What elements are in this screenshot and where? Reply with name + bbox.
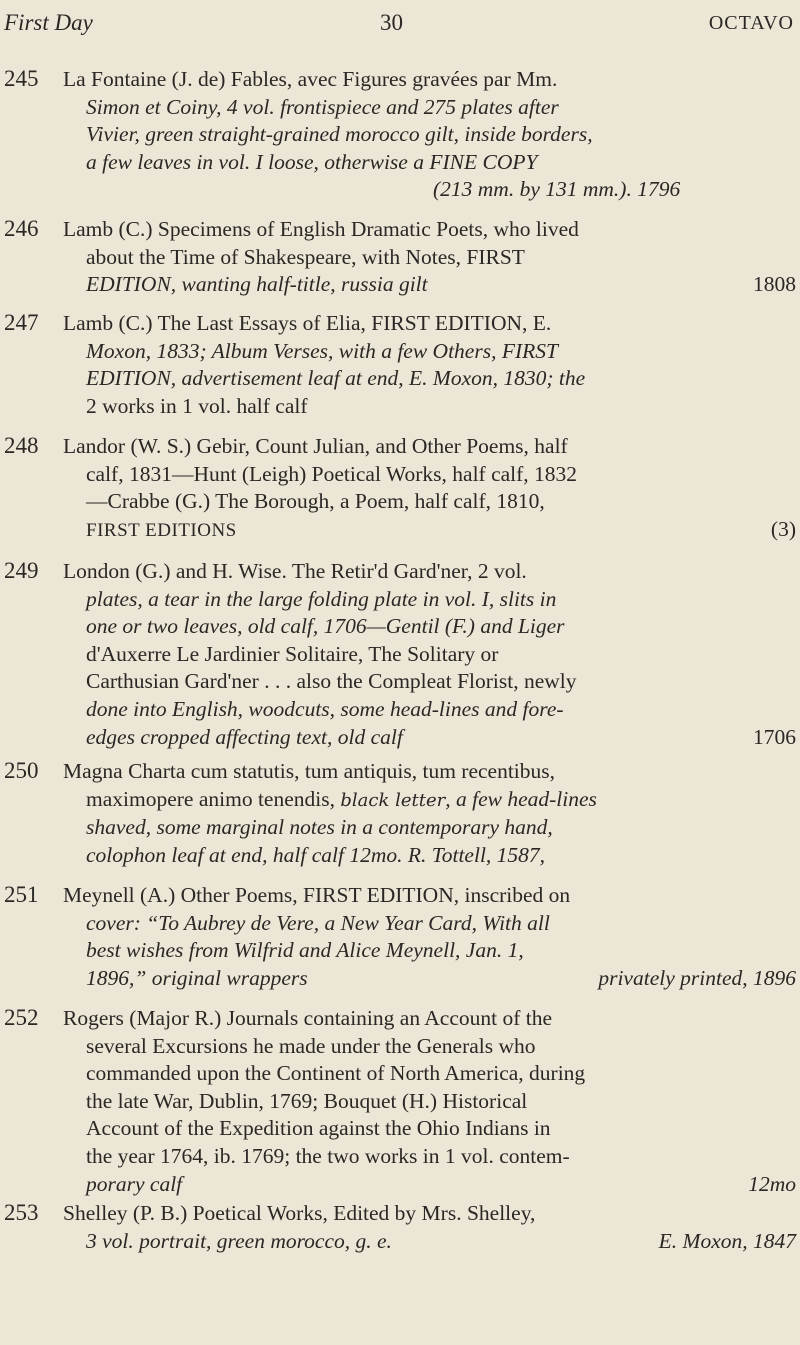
description-line: Meynell (A.) Other Poems, FIRST EDITION, inscribed on — [63, 883, 571, 907]
description-line: EDITION, advertisement leaf at end, E. Moxon, 1830; the — [86, 366, 586, 391]
lot-number: 253 — [4, 1200, 39, 1225]
lot-number: 252 — [4, 1005, 39, 1030]
description-line: 1706 — [753, 724, 796, 749]
page-header — [4, 10, 794, 46]
description-line: 3 vol. portrait, green morocco, g. e. — [86, 1228, 392, 1253]
running-head: First Day — [4, 10, 93, 35]
description-line: maximopere animo tenendis, — [86, 786, 335, 811]
description-line: best wishes from Wilfrid and Alice Meynell, Jan. 1, — [86, 938, 524, 963]
description-line: —Crabbe (G.) The Borough, a Poem, half calf, 1810, — [86, 489, 545, 514]
black-letter-text: black letter — [340, 789, 446, 811]
description-line: done into English, woodcuts, some head-lines and fore- — [86, 696, 564, 721]
description-line: Lamb (C.) The Last Essays of Elia, FIRST EDITION, E. — [63, 311, 552, 335]
description-line: about the Time of Shakespeare, with Notes, FIRST — [86, 244, 525, 269]
description-line: several Excursions he made under the Generals who — [86, 1033, 536, 1058]
description-line: Rogers (Major R.) Journals containing an Account of the — [63, 1006, 553, 1030]
description-line: Lamb (C.) Specimens of English Dramatic Poets, who lived — [63, 217, 579, 241]
description-line: the year 1764, ib. 1769; the two works in 1 vol. contem- — [86, 1143, 570, 1168]
description-line: privately printed, 1896 — [598, 965, 796, 990]
description-line: porary calf — [86, 1171, 183, 1196]
description-line: Shelley (P. B.) Poetical Works, Edited by Mrs. Shelley, — [63, 1201, 536, 1225]
lot-description — [63, 882, 796, 992]
description-line: cover: “To Aubrey de Vere, a New Year Card, With all — [86, 910, 550, 935]
description-line: shaved, some marginal notes in a contemporary hand, — [86, 815, 553, 840]
lot-number: 247 — [4, 310, 39, 335]
description-line: 12mo — [748, 1171, 796, 1196]
description-line: Account of the Expedition against the Ohio Indians in — [86, 1116, 551, 1141]
lot-description — [63, 758, 796, 869]
description-line: 1896,” original wrappers — [86, 965, 308, 990]
description-line: FIRST EDITIONS — [86, 519, 237, 541]
description-line: Vivier, green straight-grained morocco gilt, inside borders, — [86, 122, 593, 147]
description-line: plates, a tear in the large folding plate in vol. I, slits in — [86, 586, 557, 611]
lot-description — [63, 66, 796, 204]
lot-description — [63, 310, 796, 420]
description-line: the late War, Dublin, 1769; Bouquet (H.) Historical — [86, 1088, 528, 1113]
lot-description — [63, 558, 796, 751]
description-line: Carthusian Gard'ner . . . also the Compleat Florist, newly — [86, 669, 577, 694]
description-line: calf, 1831—Hunt (Leigh) Poetical Works, half calf, 1832 — [86, 461, 578, 486]
description-line: (3) — [770, 516, 796, 541]
description-line: 1808 — [753, 272, 796, 297]
description-line: commanded upon the Continent of North America, during — [86, 1061, 586, 1086]
lot-description — [63, 216, 796, 299]
lot-description — [63, 1200, 796, 1255]
lot-number: 245 — [4, 66, 39, 91]
lot-description — [63, 433, 796, 544]
description-line: one or two leaves, old calf, 1706—Gentil (F.) and Liger — [86, 614, 565, 639]
description-line: Moxon, 1833; Album Verses, with a few Others, FIRST — [86, 338, 558, 363]
page-number: 30 — [380, 10, 403, 35]
description-line: London (G.) and H. Wise. The Retir'd Gard'ner, 2 vol. — [63, 559, 527, 583]
description-line: Magna Charta cum statutis, tum antiquis, tum recentibus, — [63, 759, 556, 783]
description-line: La Fontaine (J. de) Fables, avec Figures gravées par Mm. — [63, 67, 558, 91]
lot-number: 251 — [4, 882, 39, 907]
description-line: a few leaves in vol. I loose, otherwise a FINE COPY — [86, 149, 538, 174]
description-line: EDITION, wanting half-title, russia gilt — [86, 272, 428, 297]
lot-description — [63, 1005, 796, 1198]
format-label: OCTAVO — [708, 12, 794, 34]
description-line: (213 mm. by 131 mm.). 1796 — [433, 177, 681, 202]
lot-number: 249 — [4, 558, 39, 583]
description-line: , a few head-lines — [445, 786, 597, 811]
lot-number: 250 — [4, 758, 39, 783]
description-line: Landor (W. S.) Gebir, Count Julian, and Other Poems, half — [63, 434, 568, 458]
description-line: d'Auxerre Le Jardinier Solitaire, The Solitary or — [86, 641, 499, 666]
description-line: E. Moxon, 1847 — [658, 1228, 796, 1253]
lot-number: 248 — [4, 433, 39, 458]
lot-number: 246 — [4, 216, 39, 241]
description-line: edges cropped affecting text, old calf — [86, 724, 403, 749]
description-line: Simon et Coiny, 4 vol. frontispiece and 275 plates after — [86, 94, 559, 119]
description-line: 2 works in 1 vol. half calf — [86, 393, 308, 418]
description-line: colophon leaf at end, half calf 12mo. R. Tottell, 1587, — [86, 842, 546, 867]
